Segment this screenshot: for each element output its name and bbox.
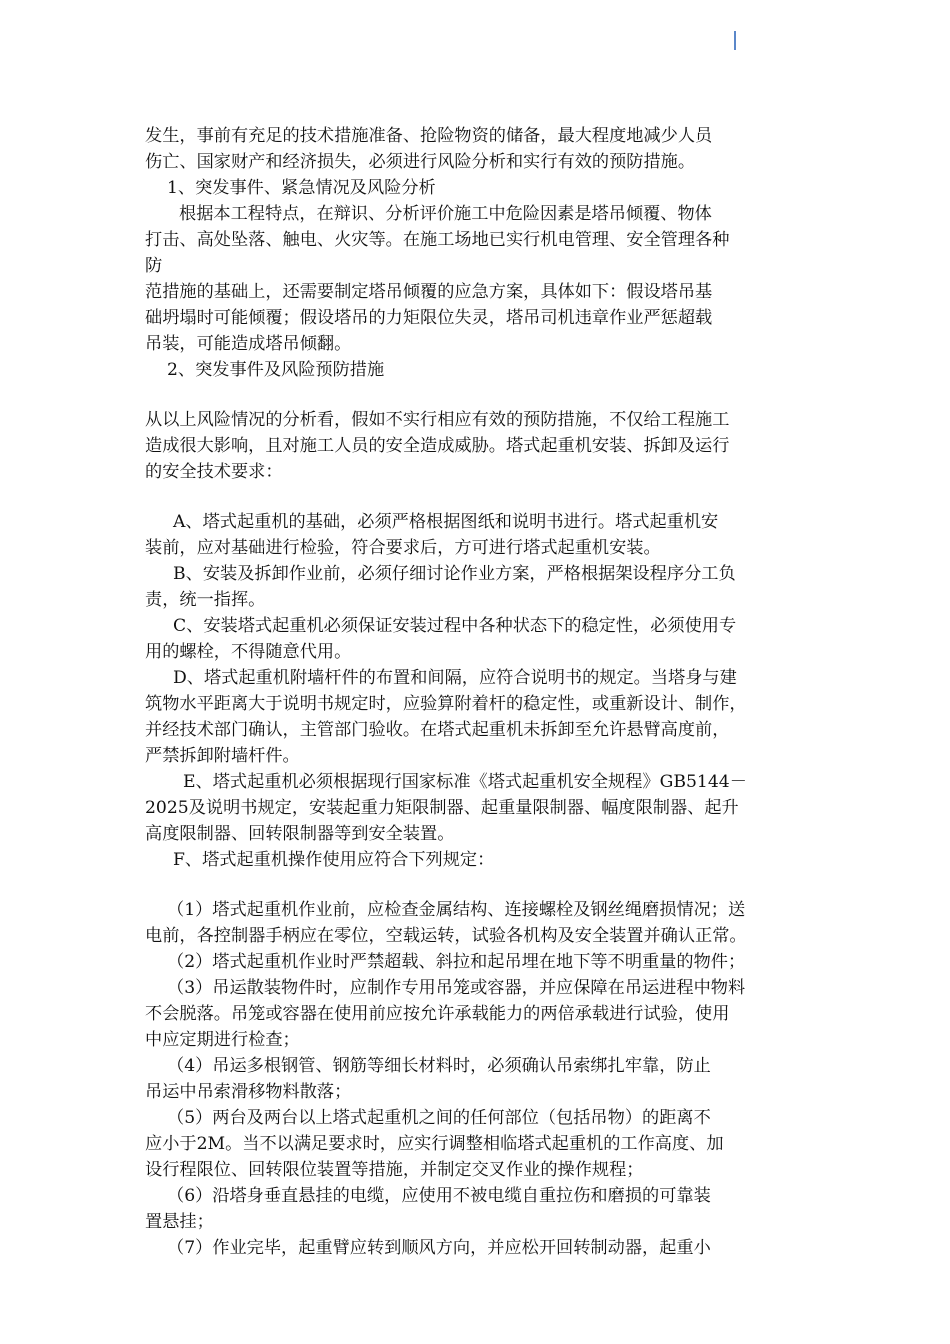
text-line: 防 — [145, 256, 163, 276]
text-line: 从以上风险情况的分析看，假如不实行相应有效的预防措施，不仅给工程施工 — [145, 410, 730, 430]
text-line: 不会脱落。吊笼或容器在使用前应按允许承载能力的两倍承载进行试验，使用 — [145, 1004, 730, 1024]
text-line: F、塔式起重机操作使用应符合下列规定： — [173, 850, 495, 870]
text-line: 责，统一指挥。 — [145, 590, 266, 610]
text-line: 设行程限位、回转限位装置等措施，并制定交叉作业的操作规程； — [145, 1160, 644, 1180]
text-line: A、塔式起重机的基础，必须严格根据图纸和说明书进行。塔式起重机安 — [173, 512, 719, 532]
text-line: 并经技术部门确认，主管部门验收。在塔式起重机未拆卸至允许悬臂高度前， — [145, 720, 730, 740]
text-line: 置悬挂； — [145, 1212, 214, 1232]
text-line: C、安装塔式起重机必须保证安装过程中各种状态下的稳定性，必须使用专 — [173, 616, 737, 636]
list-item: （7）作业完毕，起重臂应转到顺风方向，并应松开回转制动器，起重小 — [167, 1238, 711, 1258]
paragraph-gap — [145, 383, 825, 407]
text-line: 造成很大影响，且对施工人员的安全造成威胁。塔式起重机安装、拆卸及运行 — [145, 436, 730, 456]
text-line: 2025及说明书规定，安装起重力矩限制器、起重量限制器、幅度限制器、起升 — [145, 798, 739, 818]
header-marker — [734, 31, 736, 50]
text-line: 电前，各控制器手柄应在零位，空载运转，试验各机构及安全装置并确认正常。 — [145, 926, 747, 946]
text-line: 装前，应对基础进行检验，符合要求后，方可进行塔式起重机安装。 — [145, 538, 661, 558]
section-heading: 2、突发事件及风险预防措施 — [167, 360, 385, 380]
text-line: 根据本工程特点，在辩识、分析评价施工中危险因素是塔吊倾覆、物体 — [179, 204, 712, 224]
text-line: 发生，事前有充足的技术措施准备、抢险物资的储备，最大程度地减少人员 — [145, 126, 713, 146]
text-line: D、塔式起重机附墙杆件的布置和间隔，应符合说明书的规定。当塔身与建 — [173, 668, 737, 688]
text-line: 用的螺栓，不得随意代用。 — [145, 642, 352, 662]
document-body — [145, 123, 825, 1261]
section-heading: 1、突发事件、紧急情况及风险分析 — [167, 178, 436, 198]
list-item: （5）两台及两台以上塔式起重机之间的任何部位（包括吊物）的距离不 — [167, 1108, 711, 1128]
text-line: 筑物水平距离大于说明书规定时，应验算附着杆的稳定性，或重新设计、制作， — [145, 694, 747, 714]
text-line: 应小于2M。当不以满足要求时，应实行调整相临塔式起重机的工作高度、加 — [145, 1134, 724, 1154]
paragraph-gap — [145, 873, 825, 897]
text-line: 吊运中吊索滑移物料散落； — [145, 1082, 352, 1102]
text-line: 中应定期进行检查； — [145, 1030, 300, 1050]
paragraph-gap — [145, 485, 825, 509]
text-line: 础坍塌时可能倾覆；假设塔吊的力矩限位失灵，塔吊司机违章作业严惩超载 — [145, 308, 713, 328]
text-line: 的安全技术要求： — [145, 462, 283, 482]
text-line: 范措施的基础上，还需要制定塔吊倾覆的应急方案，具体如下：假设塔吊基 — [145, 282, 713, 302]
text-line: B、安装及拆卸作业前，必须仔细讨论作业方案，严格根据架设程序分工负 — [173, 564, 736, 584]
list-item: （4）吊运多根钢管、钢筋等细长材料时，必须确认吊索绑扎牢靠，防止 — [167, 1056, 711, 1076]
text-line: 高度限制器、回转限制器等到安全装置。 — [145, 824, 455, 844]
text-line: 伤亡、国家财产和经济损失，必须进行风险分析和实行有效的预防措施。 — [145, 152, 696, 172]
text-line: 严禁拆卸附墙杆件。 — [145, 746, 300, 766]
list-item: （2）塔式起重机作业时严禁超载、斜拉和起吊埋在地下等不明重量的物件； — [167, 952, 746, 972]
text-line: 吊装，可能造成塔吊倾翻。 — [145, 334, 352, 354]
list-item: （6）沿塔身垂直悬挂的电缆，应使用不被电缆自重拉伤和磨损的可靠装 — [167, 1186, 711, 1206]
text-line: 打击、高处坠落、触电、火灾等。在施工场地已实行机电管理、安全管理各种 — [145, 230, 730, 250]
list-item: （1）塔式起重机作业前，应检查金属结构、连接螺栓及钢丝绳磨损情况；送 — [167, 900, 746, 920]
text-line: E、塔式起重机必须根据现行国家标准《塔式起重机安全规程》GB5144－ — [183, 772, 747, 792]
list-item: （3）吊运散装物件时，应制作专用吊笼或容器，并应保障在吊运进程中物料 — [167, 978, 746, 998]
